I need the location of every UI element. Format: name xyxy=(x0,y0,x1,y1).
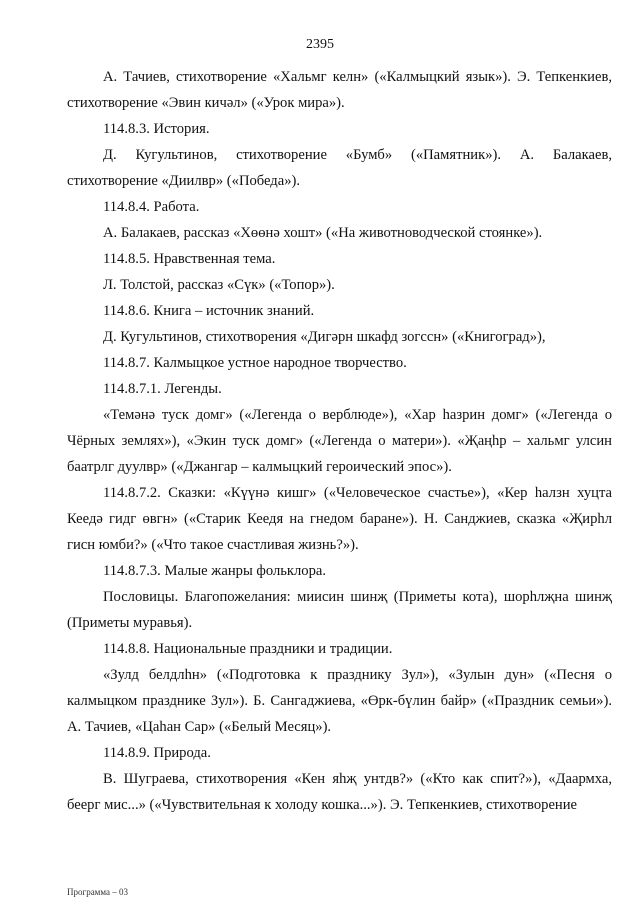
paragraph-12: «Темәнә туск домг» («Легенда о верблюде»), «Хар һазрин домг» («Легенда о Чёрных землях»), «Экин туск домг» («Легенда о матери»). «Җаңһр – хальмг улсин баатрлг дуулвр» («Джангар – калмыцкий героический эпос»). xyxy=(67,407,612,475)
paragraph-17: «Зулд белдлһн» («Подготовка к празднику Зул»), «Зулын дун» («Песня о калмыцком празднике Зул»). Б. Сангаджиева, «Өрк-бүлин байр» («Праздник семьи»). А. Тачиев, «Цаһан Сар» («Белый Месяц»). xyxy=(67,667,612,735)
document-body xyxy=(67,64,612,818)
footer-label: Программа – 03 xyxy=(67,887,129,897)
paragraph-9: Д. Кугультинов, стихотворения «Дигәрн шкафд зогссн» («Книгоград»), xyxy=(103,329,546,345)
paragraph-4: 114.8.4. Работа. xyxy=(103,199,200,215)
page-number: 2395 xyxy=(306,37,334,52)
paragraph-19: В. Шуграева, стихотворения «Кен яһҗ унтдв?» («Кто как спит?»), «Даармха, беерг мис...» («Чувствительная к холоду кошка...»). Э. Тепкенкиев, стихотворение xyxy=(67,771,612,813)
paragraph-7: Л. Толстой, рассказ «Сүк» («Топор»). xyxy=(103,277,335,293)
paragraph-14: 114.8.7.3. Малые жанры фольклора. xyxy=(103,563,326,579)
paragraph-5: А. Балакаев, рассказ «Хөөнә хошт» («На животноводческой стоянке»). xyxy=(103,225,543,241)
paragraph-13: 114.8.7.2. Сказки: «Күүнә кишг» («Человеческое счастье»), «Кер һалзн хуцта Кеедә гидг өвгн» («Старик Кеедя на гнедом баране»). Н. Санджиев, сказка «Җирһл гисн юмби?» («Что такое счастливая жизнь?»). xyxy=(67,485,612,553)
paragraph-18: 114.8.9. Природа. xyxy=(103,745,211,761)
paragraph-11: 114.8.7.1. Легенды. xyxy=(103,381,222,397)
paragraph-1: А. Тачиев, стихотворение «Хальмг келн» («Калмыцкий язык»). Э. Тепкенкиев, стихотворение «Эвин кичәл» («Урок мира»). xyxy=(67,69,612,111)
paragraph-3: Д. Кугультинов, стихотворение «Бумб» («Памятник»). А. Балакаев, стихотворение «Диилвр» («Победа»). xyxy=(67,147,612,189)
paragraph-2: 114.8.3. История. xyxy=(103,121,210,137)
paragraph-15: Пословицы. Благопожелания: миисин шинҗ (Приметы кота), шорһлҗна шинҗ (Приметы муравья). xyxy=(67,589,612,631)
paragraph-16: 114.8.8. Национальные праздники и традиции. xyxy=(103,641,393,657)
paragraph-6: 114.8.5. Нравственная тема. xyxy=(103,251,276,267)
paragraph-10: 114.8.7. Калмыцкое устное народное творчество. xyxy=(103,355,407,371)
paragraph-8: 114.8.6. Книга – источник знаний. xyxy=(103,303,315,319)
